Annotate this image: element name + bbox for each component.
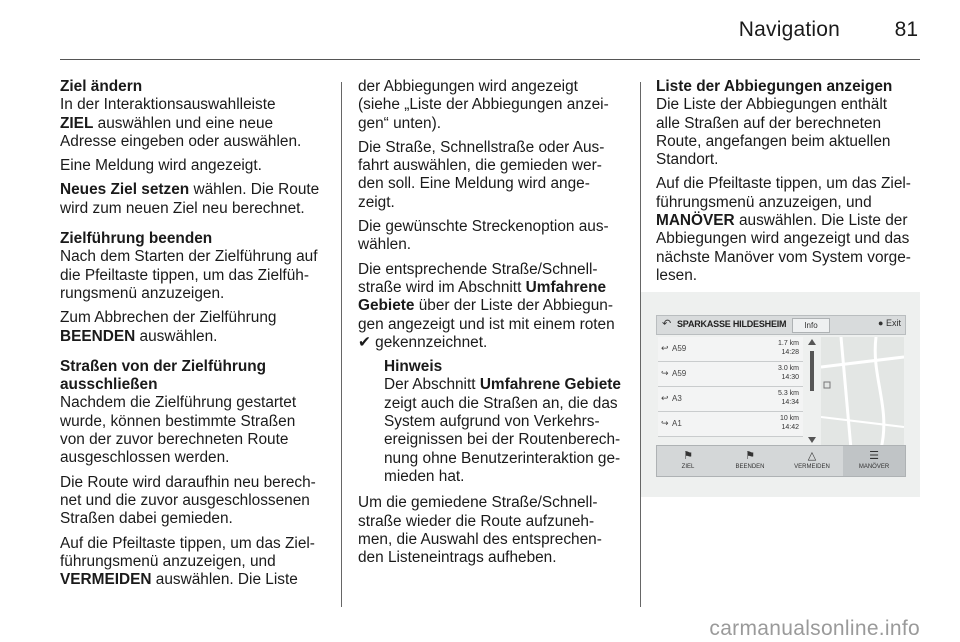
back-arrow-icon: ↶ — [662, 318, 672, 330]
note-heading: Hinweis — [384, 358, 443, 376]
text: lesen. — [656, 266, 698, 284]
text: auswählen. Die Liste der — [734, 212, 908, 230]
list-scrollbar — [806, 337, 818, 449]
paragraph — [358, 218, 633, 255]
text: wählen. Die Route — [189, 181, 320, 199]
text: wählen. — [358, 236, 412, 254]
text: rungsmenü anzuzeigen. — [60, 284, 225, 302]
bold-text: MANÖVER — [656, 212, 735, 230]
map-road — [875, 337, 884, 449]
row-distance-time — [780, 414, 799, 432]
manoever-button — [843, 446, 905, 476]
distance: 10 km — [779, 415, 799, 422]
text: Zum Abbrechen der Zielführung — [60, 309, 277, 327]
scroll-thumb — [810, 351, 814, 391]
cancel-flag-icon: ⚑ — [745, 450, 755, 462]
time: 14:30 — [781, 374, 799, 381]
bold-text: Gebiete — [358, 297, 415, 315]
turn-list-row — [658, 387, 803, 412]
text: wird zum neuen Ziel neu berechnet. — [60, 199, 305, 217]
distance: 3.0 km — [777, 365, 799, 372]
section-zielfuehrung-beenden — [60, 230, 330, 346]
text: Auf die Pfeiltaste tippen, um das Ziel- — [656, 175, 911, 193]
paragraph — [656, 175, 926, 285]
text: Abbiegungen wird angezeigt und das — [656, 230, 910, 248]
turn-arrow-icon: ↩ — [661, 343, 669, 353]
text: In der Interaktionsauswahlleiste — [60, 96, 276, 114]
road-name: A3 — [672, 394, 682, 403]
text: net und die zuvor ausgeschlossenen — [60, 491, 310, 509]
text: auswählen und eine neue — [93, 114, 274, 132]
turn-list-row — [658, 362, 803, 387]
text: men, die Auswahl des entsprechen- — [358, 530, 602, 548]
scroll-down-icon — [808, 437, 816, 443]
distance: 5.3 km — [777, 390, 799, 397]
bold-text: ZIEL — [60, 114, 94, 132]
text: mieden hat. — [384, 467, 465, 485]
screen-title-bar — [656, 315, 906, 335]
note-box — [358, 358, 633, 486]
vermeiden-button — [781, 446, 843, 476]
paragraph: Eine Meldung wird angezeigt. — [60, 157, 262, 175]
text: ereignissen bei der Routenberech- — [384, 431, 621, 449]
paragraph — [60, 535, 330, 590]
text: zeigt auch die Straßen an, die das — [384, 394, 618, 412]
page-title: Navigation — [738, 18, 840, 41]
button-label: VERMEIDEN — [794, 464, 830, 470]
text: gekennzeichnet. — [370, 333, 488, 351]
bold-text: VERMEIDEN — [60, 571, 152, 589]
text: Der Abschnitt — [384, 376, 480, 394]
beenden-button — [719, 446, 781, 476]
text: zeigt. — [358, 193, 395, 211]
text: Die Liste der Abbiegungen enthält — [656, 96, 888, 114]
time: 14:34 — [781, 399, 799, 406]
text: die Pfeiltaste tippen, um das Zielfüh- — [60, 266, 309, 284]
text: auswählen. Die Liste — [151, 571, 298, 589]
text: Straßen dabei gemieden. — [60, 510, 233, 528]
section-heading: Liste der Abbiegungen anzeigen — [656, 78, 893, 95]
navigation-screen-image — [641, 292, 920, 497]
map-preview — [821, 337, 904, 449]
text: (siehe „Liste der Abbiegungen anzei- — [358, 96, 609, 114]
section-strassen-ausschliessen — [60, 358, 330, 590]
column-1 — [60, 78, 330, 601]
text: gen“ unten). — [358, 114, 441, 132]
turn-arrow-icon: ↪ — [661, 418, 669, 428]
paragraph — [358, 494, 633, 567]
road-name: A59 — [672, 369, 687, 378]
avoid-road-icon: △ — [807, 450, 817, 462]
text: nächste Manöver vom System vorge- — [656, 248, 911, 266]
paragraph — [656, 96, 926, 169]
ziel-button — [657, 446, 719, 476]
text: führungsmenü anzuzeigen, und — [656, 193, 872, 211]
watermark: carmanualsonline.info — [709, 617, 920, 640]
paragraph — [358, 261, 633, 352]
map-road — [821, 417, 904, 427]
text: über der Liste der Abbiegun- — [414, 297, 613, 315]
column-divider-1 — [341, 82, 342, 607]
column-3 — [656, 78, 926, 291]
button-label: ZIEL — [681, 464, 695, 470]
paragraph — [358, 78, 633, 133]
row-distance-time — [778, 364, 799, 382]
section-heading: Zielführung beenden — [60, 230, 213, 248]
text: Um die gemiedene Straße/Schnell- — [358, 494, 598, 512]
paragraph — [60, 474, 330, 529]
screen-destination-title: SPARKASSE HILDESHEIM — [677, 319, 787, 329]
exit-button: ● Exit — [878, 318, 901, 328]
interaction-selector-bar — [656, 445, 906, 477]
text: Route, angefangen beim aktuellen — [656, 132, 891, 150]
maneuver-list-icon: ☰ — [869, 450, 879, 462]
paragraph — [60, 394, 330, 467]
text: der Abbiegungen wird angezeigt — [358, 78, 578, 95]
bold-text: Umfahrene Gebiete — [479, 376, 621, 394]
checkmark-icon: ✔ — [358, 333, 371, 351]
turn-list — [658, 337, 803, 457]
section-heading: Ziel ändern — [60, 78, 143, 95]
text: straße wieder die Route aufzuneh- — [358, 512, 595, 530]
map-road — [841, 337, 851, 449]
text: fahrt auswählen, die gemieden wer- — [358, 157, 602, 175]
bold-text: Neues Ziel setzen — [60, 181, 190, 199]
page-number: 81 — [894, 18, 918, 41]
text: wurde, können bestimmte Straßen — [60, 412, 296, 430]
distance: 1.7 km — [777, 340, 799, 347]
text: Die gewünschte Streckenoption aus- — [358, 218, 609, 236]
text: Adresse eingeben oder auswählen. — [60, 132, 302, 150]
button-label: MANÖVER — [858, 464, 890, 470]
turn-list-row — [658, 412, 803, 437]
turn-arrow-icon: ↪ — [661, 368, 669, 378]
section-heading — [60, 358, 330, 395]
time: 14:42 — [781, 424, 799, 431]
paragraph — [60, 248, 330, 303]
info-button: Info — [792, 318, 830, 333]
column-2 — [358, 78, 633, 573]
text: alle Straßen auf der berechneten — [656, 114, 882, 132]
text: gen angezeigt und ist mit einem roten — [358, 315, 615, 333]
text: ausgeschlossen werden. — [60, 449, 230, 467]
road-name: A1 — [672, 419, 682, 428]
section-ziel-aendern — [60, 78, 330, 218]
text: von der zuvor berechneten Route — [60, 431, 289, 449]
text: den soll. Eine Meldung wird ange- — [358, 175, 590, 193]
text: Nach dem Starten der Zielführung auf — [60, 248, 318, 266]
paragraph — [60, 181, 330, 218]
paragraph — [60, 309, 330, 346]
text: Die Straße, Schnellstraße oder Aus- — [358, 138, 605, 156]
text: Standort. — [656, 151, 719, 169]
text: Straßen von der Zielführung — [60, 357, 267, 375]
text: System aufgrund von Verkehrs- — [384, 413, 600, 431]
text: den Listeneintrags aufheben. — [358, 549, 557, 567]
text: Die Route wird daraufhin neu berech- — [60, 473, 316, 491]
paragraph — [60, 96, 330, 151]
map-road — [821, 357, 904, 367]
bold-text: Umfahrene — [525, 278, 607, 296]
text: straße wird im Abschnitt — [358, 278, 526, 296]
exit-label: Exit — [885, 318, 901, 328]
text: auswählen. — [135, 327, 218, 345]
time: 14:28 — [781, 349, 799, 356]
text: nung ohne Benutzerinteraktion ge- — [384, 449, 621, 467]
text: Nachdem die Zielführung gestartet — [60, 394, 297, 412]
flag-icon: ⚑ — [683, 450, 693, 462]
scroll-up-icon — [808, 339, 816, 345]
road-name: A59 — [672, 344, 687, 353]
turn-list-row — [658, 337, 803, 362]
text: Die entsprechende Straße/Schnell- — [358, 260, 598, 278]
bold-text: BEENDEN — [60, 327, 136, 345]
map-poi-icon — [824, 382, 830, 388]
turn-arrow-icon: ↩ — [661, 393, 669, 403]
header-rule — [60, 59, 920, 60]
page-header — [0, 0, 960, 60]
text: führungsmenü anzuzeigen, und — [60, 552, 276, 570]
button-label: BEENDEN — [735, 464, 765, 470]
text: ausschließen — [60, 376, 158, 394]
row-distance-time — [778, 339, 799, 357]
text: Auf die Pfeiltaste tippen, um das Ziel- — [60, 534, 315, 552]
row-distance-time — [778, 389, 799, 407]
paragraph — [358, 139, 633, 212]
